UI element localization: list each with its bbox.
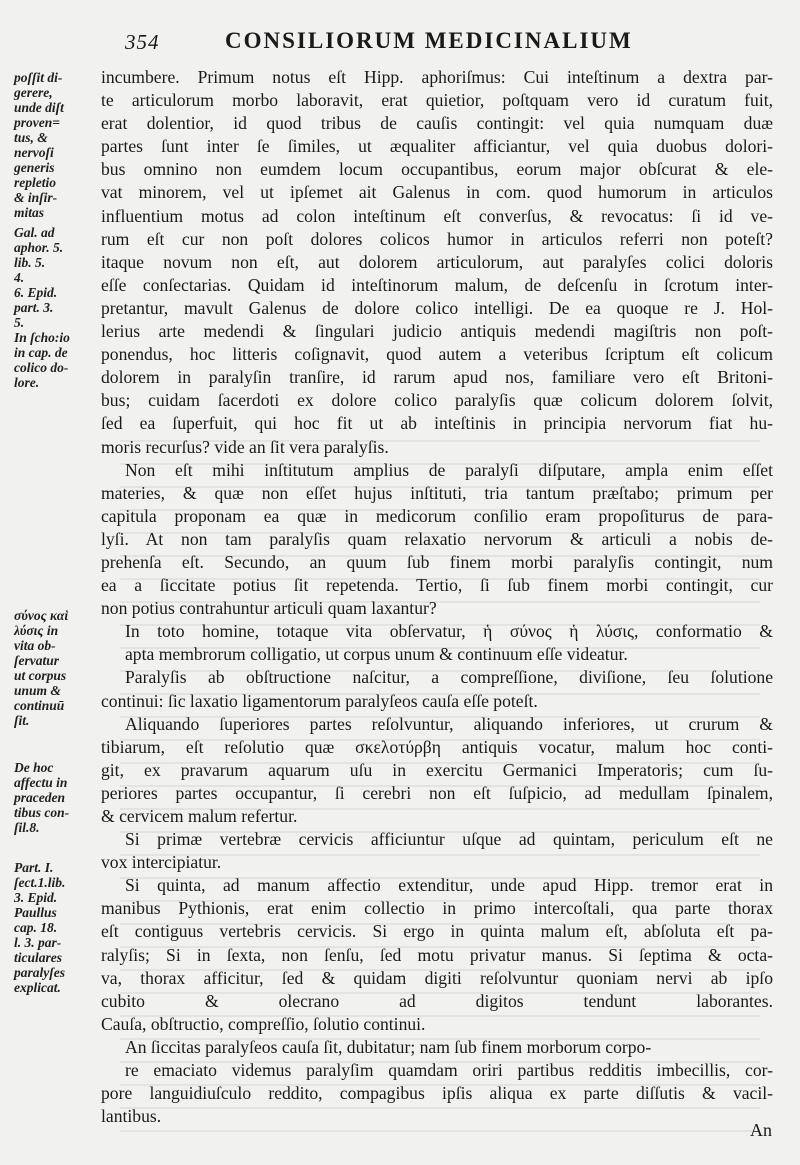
marginal-note — [14, 760, 98, 835]
marginal-note-line: & inſir- — [14, 190, 58, 205]
body-text-line: tibiarum, eſt reſolutio quæ σκελοτύρβη antiquis vocatur, malum hoc conti- — [101, 736, 773, 757]
body-text-line: re emaciato videmus paralyſim quamdam oriri partibus redditis imbecillis, cor- — [125, 1060, 773, 1081]
page-number: 354 — [125, 30, 160, 54]
body-text-line: Si quinta, ad manum affectio extenditur, unde apud Hipp. tremor erat in — [125, 875, 773, 896]
body-text-line: incumbere. Primum notus eſt Hipp. aphoriſmus: Cui inteſtinum a dextra par- — [101, 67, 773, 87]
body-text-line: ſed ea ſuperfuit, qui hoc fit ut ab inteſtinis in principia nervorum fiat hu- — [101, 413, 773, 434]
marginal-note-line: aphor. 5. — [14, 240, 64, 255]
body-text-line: apta membrorum colligatio, ut corpus unum & continuum eſſe videatur. — [125, 644, 628, 665]
marginal-note-line: continuū — [14, 698, 65, 713]
marginal-note-line: tibus con- — [14, 805, 70, 820]
marginal-note-line: affectu in — [14, 775, 68, 790]
marginal-note-line: ſervatur — [14, 653, 59, 668]
marginal-note-line: 6. Epid. — [14, 285, 58, 300]
marginal-note-line: ſit. — [14, 713, 30, 728]
marginal-note-line: σύνος καὶ — [14, 608, 69, 623]
marginal-note-line: De hoc — [14, 760, 54, 775]
marginal-note-line: gerere, — [14, 85, 53, 100]
body-text-line: pore languidiuſculo reddito, compagibus ipſis aliqua ex parte diſſutis & vacil- — [101, 1083, 773, 1104]
marginal-note-line: In ſcho:io — [14, 330, 70, 345]
body-text-line: In toto homine, totaque vita obſervatur, ἡ σύνος ἡ λύσις, conformatio & — [125, 621, 773, 642]
marginal-note — [14, 225, 98, 390]
marginal-note-line: λύσις in — [14, 623, 59, 638]
marginal-note-line: vita ob- — [14, 638, 56, 653]
body-text-line: pretantur, mavult Galenus de dolore colico intelligi. De ea quoque re J. Hol- — [101, 297, 773, 318]
main-text-block — [101, 66, 773, 1128]
marginal-note-line: part. 3. — [14, 300, 54, 315]
body-text-line: git, ex pravarum aquarum uſu in exercitu Germanici Imperatoris; cum ſu- — [101, 759, 773, 780]
body-text-line: Non eſt mihi inſtitutum amplius de paralyſi diſputare, ampla enim eſſet — [125, 459, 773, 480]
marginal-note-line: nervoſi — [14, 145, 54, 160]
body-text-line: ponendus, hoc litteris coſignavit, quod autem a veteribus ſcriptum eſt colicum — [101, 344, 773, 365]
marginal-note — [14, 608, 98, 728]
body-text-line: ea a ſiccitate potius ſit repetenda. Tertio, ſi ſub finem morbi contingit, cur — [101, 575, 773, 596]
body-text-line: materies, & quæ non eſſet hujus inſtituti, tria tantum præſtabo; primum per — [101, 482, 773, 503]
marginal-note-line: ut corpus — [14, 668, 67, 683]
marginal-note-line: mitas — [14, 205, 45, 220]
body-text-line: erat dolentior, id quod tribus de cauſis contingit: vel quia numquam duæ — [101, 113, 773, 134]
body-text-line: va, thorax afficitur, ſed & quidam digiti reſolvuntur quoniam nervi ab ipſo — [101, 967, 773, 988]
body-text-line: capitula proponam ea quæ in medicorum conſilio eram propoſiturus de para- — [101, 505, 773, 526]
running-title: CONSILIORUM MEDICINALIUM — [225, 28, 633, 53]
marginal-note-line: proven= — [14, 115, 60, 130]
marginal-note-line: 4. — [14, 270, 25, 285]
marginal-note-line: paralyſes — [14, 965, 65, 980]
body-text-line: lerius arte medendi & ſingulari judicio antiquis medendi magiſtris non poſt- — [101, 321, 773, 342]
marginal-note-line: Paullus — [14, 905, 57, 920]
body-text-line: An ſiccitas paralyſeos cauſa ſit, dubitatur; nam ſub finem morborum corpo- — [125, 1036, 652, 1057]
body-text-line: ralyſis; Si in ſexta, non ſenſu, ſed motu privatur manus. Si ſeptima & octa- — [101, 944, 773, 965]
marginal-note-line: lib. 5. — [14, 255, 46, 270]
body-text-line: eſſe conſectarias. Quidam id inteſtinorum malum, de deſcenſu in ſcrotum inter- — [101, 274, 773, 295]
marginal-note — [14, 860, 98, 995]
body-text-line: moris recurſus? vide an ſit vera paralyſis. — [101, 436, 389, 457]
body-text-line: Cauſa, obſtructio, compreſſio, ſolutio continui. — [101, 1013, 426, 1034]
body-text-line: & cervicem malum refertur. — [101, 806, 298, 826]
body-text-line: te articulorum morbo laboravit, erat quietior, poſtquam vero id curatum fuit, — [101, 90, 773, 111]
marginal-note-line: poſſit di- — [14, 70, 63, 85]
body-text-line: lantibus. — [101, 1106, 162, 1127]
body-text-line: manibus Pythionis, erat enim collectio in primo intercoſtali, qua parte thorax — [101, 898, 773, 919]
marginal-note-line: repletio — [14, 175, 56, 190]
marginal-note-line: Gal. ad — [14, 225, 55, 240]
body-text-line: continui: ſic laxatio ligamentorum paralyſeos cauſa eſſe poteſt. — [101, 690, 538, 711]
marginal-note-line: 5. — [14, 315, 25, 330]
marginal-note-line: ticulares — [14, 950, 63, 965]
marginal-note-line: praceden — [14, 790, 65, 805]
body-text-line: vat minorem, vel ut ipſemet ait Galenus in com. quod humorum in articulos — [101, 182, 773, 203]
body-text-line: Aliquando ſuperiores partes reſolvuntur, aliquando inferiores, ut crurum & — [125, 713, 773, 734]
marginal-note-line: unde diſt — [14, 100, 64, 115]
body-text-line: itaque novum non eſt, aut dolorem articulorum, aut paralyſes colici doloris — [101, 251, 773, 272]
body-text-line: vox intercipiatur. — [101, 852, 222, 873]
marginal-note-line: lore. — [14, 375, 40, 390]
marginal-note-line: generis — [14, 160, 55, 175]
body-text-line: partes ſunt inter ſe ſimiles, ut æqualiter afficiantur, vel quia duobus dolori- — [101, 136, 773, 157]
body-text-line: non potius contrahuntur articuli quam laxantur? — [101, 598, 437, 619]
marginal-note-line: l. 3. par- — [14, 935, 62, 950]
body-text-line: bus omnino non eumdem locum occupantibus, eorum major obſcurat & ele- — [101, 159, 773, 180]
catchword: An — [750, 1120, 772, 1140]
marginal-note-line: unum & — [14, 683, 61, 698]
body-text-line: lyſi. At non tam paralyſis quam relaxatio nervorum & articuli a nobis de- — [101, 528, 773, 549]
body-text-line: cubito & olecrano ad digitos tendunt laborantes. — [101, 990, 773, 1011]
body-text-line: influentium motus ad colon inteſtinum eſt converſus, & revocatus: ſi id ve- — [101, 205, 773, 226]
body-text-line: periores partes occupantur, ſi cerebri non eſt ſuſpicio, ad medullam ſpinalem, — [101, 782, 773, 803]
body-text-line: Paralyſis ab obſtructione naſcitur, a compreſſione, diviſione, ſeu ſolutione — [125, 667, 773, 688]
marginal-note-line: explicat. — [14, 980, 61, 995]
marginal-note-line: Part. I. — [14, 860, 54, 875]
body-text-line: dolorem in paralyſin tranſire, id rarum apud nos, familiare vero eſt Britoni- — [101, 367, 773, 388]
page-header — [115, 18, 775, 58]
marginal-note-line: ſil.8. — [14, 820, 40, 835]
body-text-line: prehenſa eſt. Secundo, an quum ſub finem morbi paralyſis contingit, num — [101, 551, 773, 572]
body-text-line: rum eſt cur non poſt dolores colicos humor in articulos referri non poteſt? — [101, 228, 773, 249]
body-text-line: Si primæ vertebræ cervicis afficiuntur uſque ad quintam, periculum eſt ne — [125, 829, 773, 850]
marginal-note-line: cap. 18. — [14, 920, 58, 935]
marginal-note-line: 3. Epid. — [14, 890, 58, 905]
marginal-note-line: ſect.1.lib. — [14, 875, 66, 890]
marginal-note — [14, 70, 98, 220]
marginal-note-line: colico do- — [14, 360, 69, 375]
marginal-note-line: tus, & — [14, 130, 48, 145]
body-text-line: bus; cuidam ſacerdoti ex dolore colico paralyſis quæ colicum dolorem ſolvit, — [101, 390, 773, 411]
marginal-note-line: in cap. de — [14, 345, 68, 360]
body-text-line: eſt contiguus vertebris cervicis. Si ergo in quinta malum eſt, abſoluta eſt pa- — [101, 921, 773, 942]
